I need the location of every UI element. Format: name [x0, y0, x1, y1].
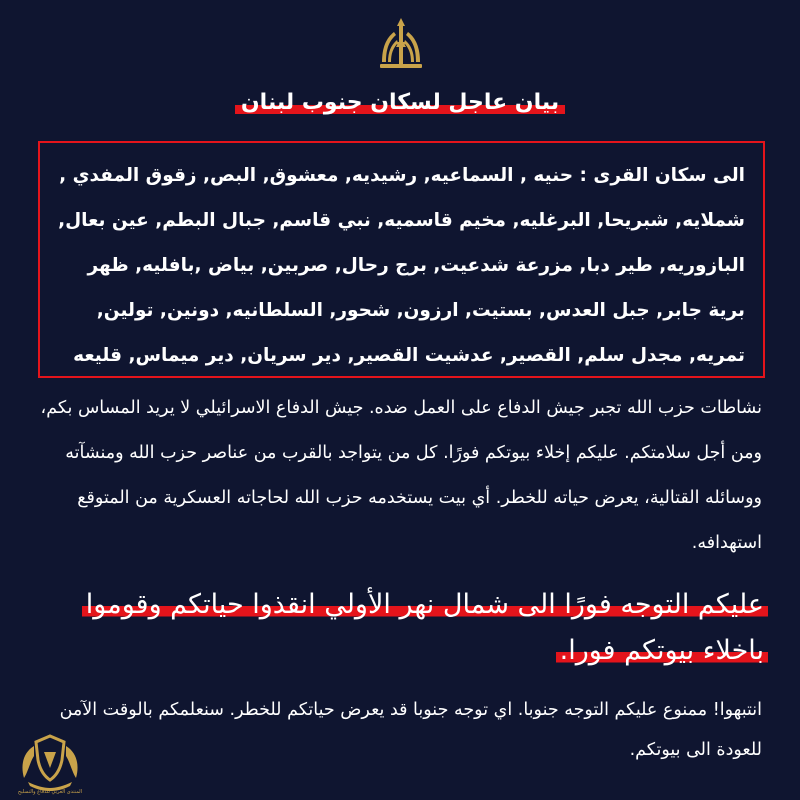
watermark-caption: المنتدى العربي للدفاع والتسليح [17, 789, 83, 795]
evacuation-instruction-text: عليكم التوجه فورًا الى شمال نهر الأولي انقذوا حياتكم وقوموا باخلاء بيوتكم فورا. [82, 589, 768, 666]
forum-watermark-icon [14, 728, 86, 796]
page-title: بيان عاجل لسكان جنوب لبنان [235, 90, 565, 116]
warning-paragraph: نشاطات حزب الله تجبر جيش الدفاع على العمل ضده. جيش الدفاع الاسرائيلي لا يريد المساس بكم، ومن أجل سلامتكم. عليكم إخلاء بيوتكم فورًا. كل من يتواجد بالقرب من عناصر حزب الله ومنشآته ووسائله القتالية، يعرض حياته للخطر. أي بيت يستخدمه حزب الله لحاجاته العسكرية من المتوقع استهدافه. [40, 398, 762, 553]
title-wrap [0, 90, 800, 116]
villages-list-box: الى سكان القرى : حنيه , السماعيه, رشيديه, معشوق, البص, زقوق المفدي , شملايه, شبريحا, البرغليه, مخيم قاسميه, نبي قاسم, جبال البطم, عين بعال, البازوريه, طير دبا, مزرعة شدعيت, برج رحال, صربين, بياض ,بافليه, ظهر برية جابر, جبل العدس, بستيت, ارزون, شحور, السلطانيه, دونين, تولين, تمريه, مجدل سلم, القصير, عدشيت القصير, دير سريان, دير ميماس, قليعه [38, 141, 765, 378]
evacuation-instruction [30, 582, 768, 674]
idf-emblem-icon [372, 18, 430, 76]
south-warning-paragraph: انتبهوا! ممنوع عليكم التوجه جنوبا. اي توجه جنوبا قد يعرض حياتكم للخطر. سنعلمكم بالوقت الآمن للعودة الى بيوتكم. [59, 700, 762, 760]
